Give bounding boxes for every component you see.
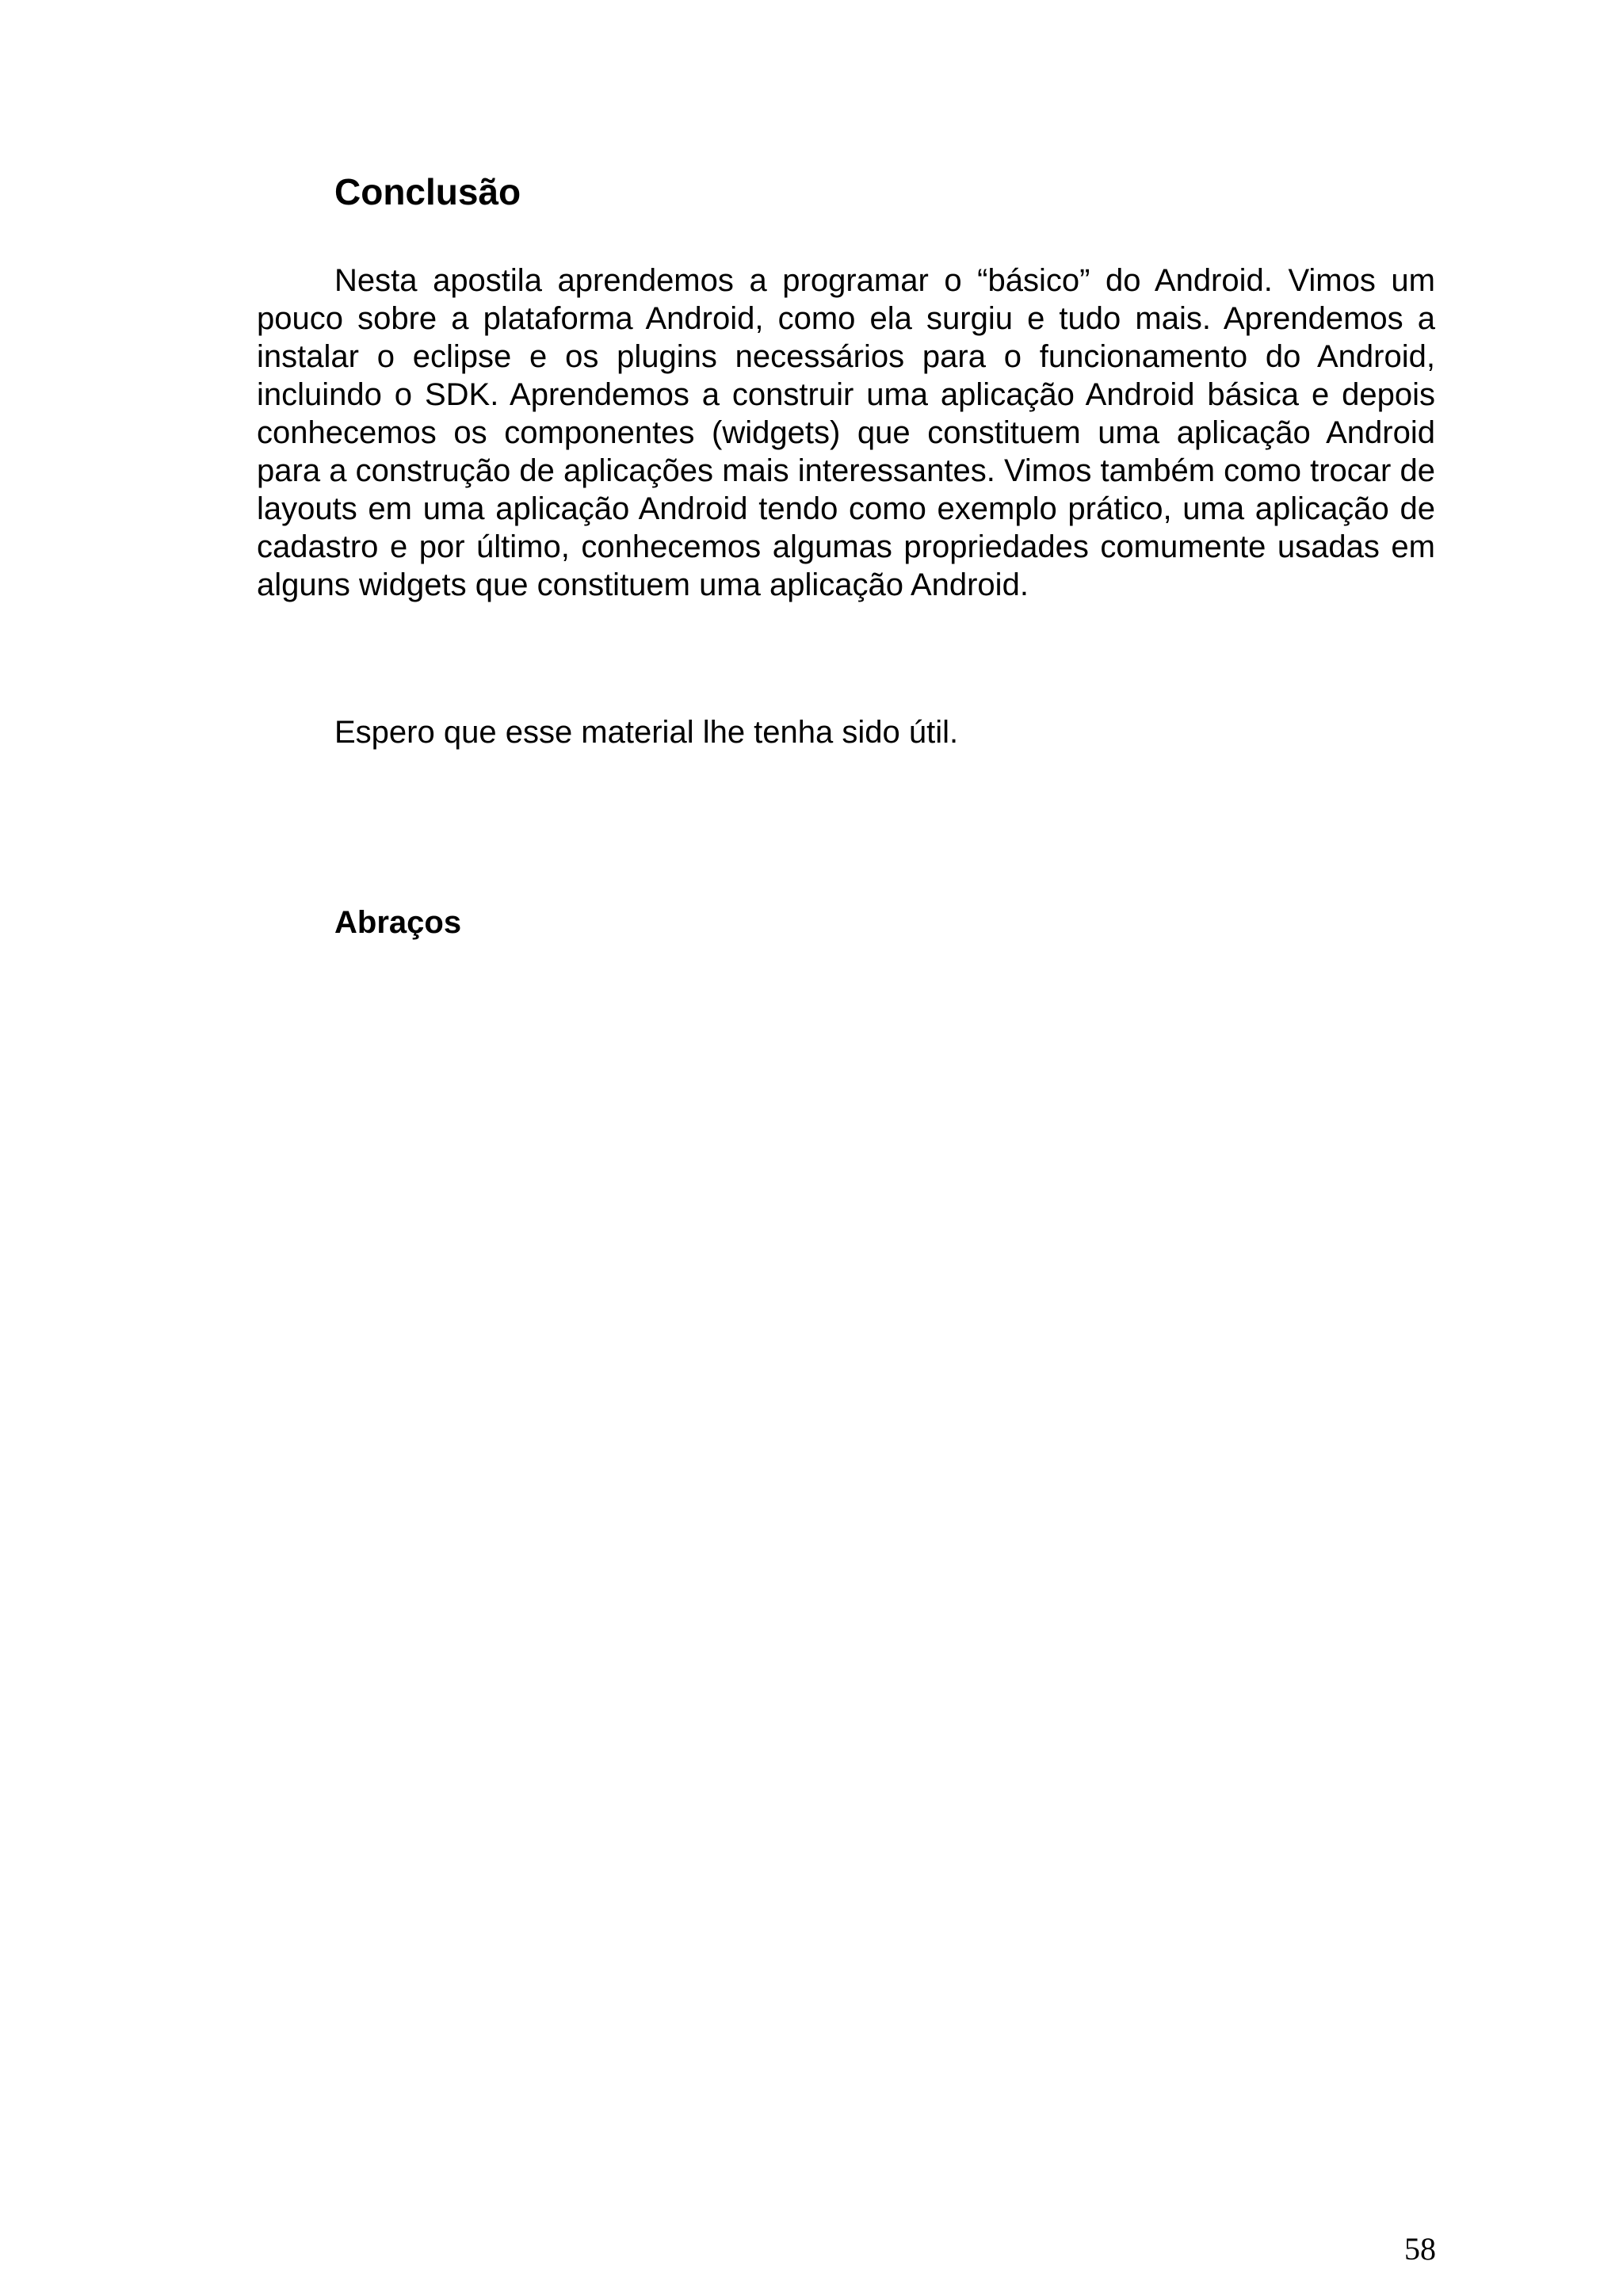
conclusion-paragraph: Nesta apostila aprendemos a programar o “básico” do Android. Vimos um pouco sobre a plataforma Android, como ela surgiu e tudo mais. Aprendemos a instalar o eclipse e os plugins necessários para o funcionamento do Android, incluindo o SDK. Aprendemos a construir uma aplicação Android básica e depois conhecemos os componentes (widgets) que constituem uma aplicação Android para a construção de aplicações mais interessantes. Vimos também como trocar de layouts em uma aplicação Android tendo como exemplo prático, uma aplicação de cadastro e por último, conhecemos algumas propriedades comumente usadas em alguns widgets que constituem uma aplicação Android.: [257, 263, 1435, 602]
page-number: 58: [1404, 2231, 1436, 2267]
signoff-text: Abraços: [334, 905, 462, 940]
section-heading: Conclusão: [334, 171, 521, 212]
closing-line: Espero que esse material lhe tenha sido útil.: [334, 715, 959, 750]
